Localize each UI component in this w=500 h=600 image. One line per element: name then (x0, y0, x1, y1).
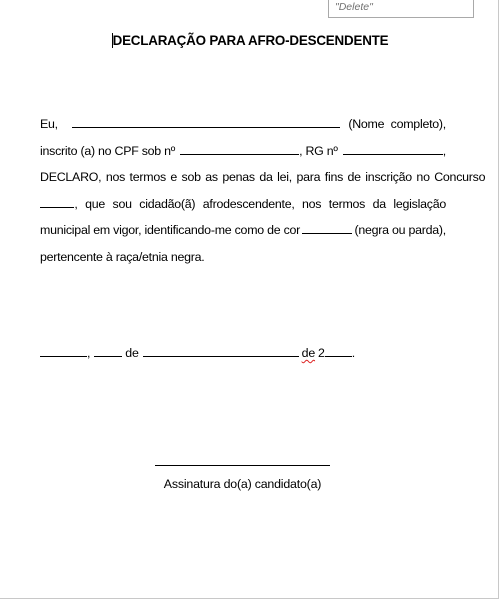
concurso-blank[interactable] (40, 196, 74, 208)
line3-text: DECLARO, nos termos e sob as penas da lei, para fins de inscrição no Concurso (40, 170, 486, 184)
line2-prefix: inscrito (a) no CPF sob nº (40, 143, 176, 158)
line-cpf-rg (40, 138, 446, 165)
line2-suffix: , (442, 143, 446, 158)
line-name (40, 111, 446, 138)
comment-text: "Delete" (335, 1, 373, 13)
year-prefix: 2 (318, 346, 325, 360)
cpf-blank[interactable] (180, 143, 299, 155)
title-text: DECLARAÇÃO PARA AFRO-DESCENDENTE (112, 33, 389, 48)
line2-middle: , RG nº (299, 143, 338, 158)
date-sep: , (87, 346, 91, 360)
rg-blank[interactable] (343, 143, 443, 155)
line-concurso (40, 191, 446, 218)
line4-text: , que sou cidadão(ã) afrodescendente, nos termos da legislação (74, 196, 446, 211)
line6-text: pertencente à raça/etnia negra. (40, 249, 205, 264)
date-line[interactable] (40, 345, 355, 360)
year-blank[interactable] (325, 345, 352, 357)
date-end: . (351, 346, 355, 360)
line-cor (40, 217, 446, 244)
signature-label: Assinatura do(a) candidato(a) (163, 477, 322, 491)
document-title[interactable] (0, 33, 500, 48)
declaration-body[interactable] (40, 111, 486, 270)
line-raca (40, 244, 446, 271)
line1-prefix: Eu, (40, 117, 58, 131)
name-blank[interactable] (72, 116, 340, 128)
date-de1: de (125, 346, 139, 360)
city-blank[interactable] (40, 345, 87, 357)
signature-line[interactable] (155, 465, 330, 466)
line1-suffix: (Nome completo), (348, 117, 446, 131)
day-blank[interactable] (94, 345, 122, 357)
cor-blank[interactable] (302, 222, 351, 234)
date-de2: de (301, 346, 316, 360)
month-blank[interactable] (143, 345, 299, 357)
comment-balloon[interactable] (328, 0, 474, 18)
line5-prefix: municipal em vigor, identificando-me como de cor (40, 223, 301, 237)
line5-suffix: (negra ou parda), (354, 223, 446, 237)
line-declaro (40, 164, 486, 191)
